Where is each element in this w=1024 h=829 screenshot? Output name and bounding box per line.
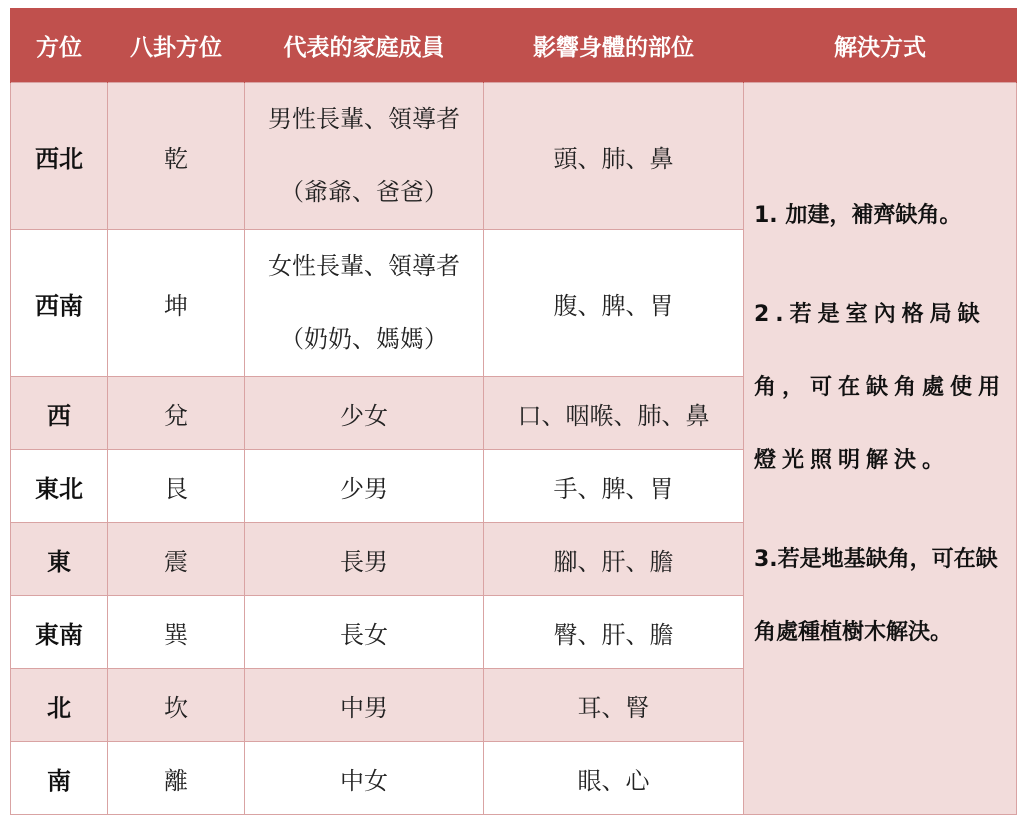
trigram-cell: 乾 (108, 83, 245, 230)
header-direction: 方位 (11, 8, 108, 83)
member-cell: 長女 (245, 596, 484, 669)
header-row (11, 8, 1017, 83)
solution-item: 1. 加建，補齊缺角。 (754, 203, 962, 228)
member-line: 男性長輩、領導者 (268, 105, 460, 133)
body-part-cell: 頭、肺、鼻 (484, 83, 744, 230)
direction-cell: 西 (11, 377, 108, 450)
direction-cell: 東北 (11, 450, 108, 523)
trigram-cell: 離 (108, 742, 245, 815)
direction-cell: 東南 (11, 596, 108, 669)
trigram-cell: 坤 (108, 230, 245, 377)
body-part-cell: 臀、肝、膽 (484, 596, 744, 669)
trigram-cell: 坎 (108, 669, 245, 742)
direction-cell: 東 (11, 523, 108, 596)
member-cell: 少女 (245, 377, 484, 450)
trigram-cell: 艮 (108, 450, 245, 523)
header-solution: 解決方式 (744, 8, 1017, 83)
direction-cell: 西北 (11, 83, 108, 230)
solution-item: 2.若是室內格局缺角，可在缺角處使用燈光照明解決。 (754, 302, 1007, 473)
member-line: 女性長輩、領導者 (268, 252, 460, 280)
member-cell: 少男 (245, 450, 484, 523)
body-part-cell: 腳、肝、膽 (484, 523, 744, 596)
member-cell (245, 83, 484, 230)
header-body-part: 影響身體的部位 (484, 8, 744, 83)
member-line: （奶奶、媽媽） (280, 325, 448, 353)
feng-shui-table-container (10, 8, 1016, 815)
member-line: （爺爺、爸爸） (280, 178, 448, 206)
solution-item: 3.若是地基缺角，可在缺角處種植樹木解決。 (754, 547, 998, 645)
body-part-cell: 腹、脾、胃 (484, 230, 744, 377)
body-part-cell: 口、咽喉、肺、鼻 (484, 377, 744, 450)
body-part-cell: 耳、腎 (484, 669, 744, 742)
trigram-cell: 震 (108, 523, 245, 596)
solution-cell (744, 83, 1017, 815)
feng-shui-table (10, 8, 1017, 815)
trigram-cell: 巽 (108, 596, 245, 669)
trigram-cell: 兌 (108, 377, 245, 450)
direction-cell: 南 (11, 742, 108, 815)
header-trigram: 八卦方位 (108, 8, 245, 83)
direction-cell: 北 (11, 669, 108, 742)
body-part-cell: 手、脾、胃 (484, 450, 744, 523)
direction-cell: 西南 (11, 230, 108, 377)
member-cell: 長男 (245, 523, 484, 596)
body-part-cell: 眼、心 (484, 742, 744, 815)
member-cell: 中男 (245, 669, 484, 742)
member-cell (245, 230, 484, 377)
table-row (11, 83, 1017, 230)
header-family-member: 代表的家庭成員 (245, 8, 484, 83)
member-cell: 中女 (245, 742, 484, 815)
